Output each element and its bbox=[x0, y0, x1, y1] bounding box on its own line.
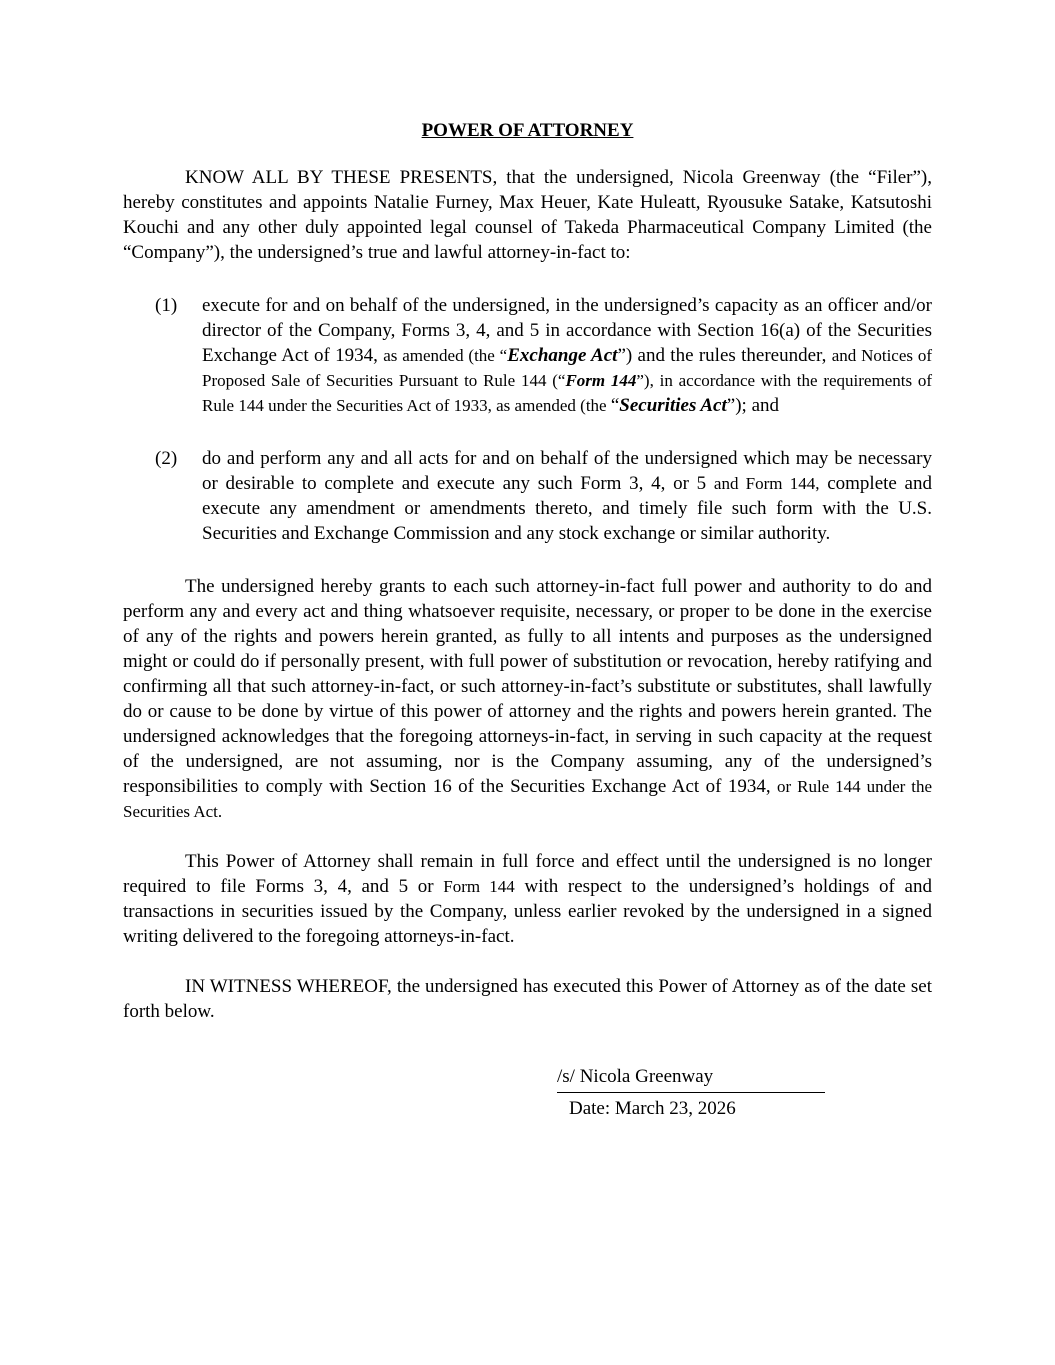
witness-paragraph: IN WITNESS WHEREOF, the undersigned has executed this Power of Attorney as of the date set forth below. bbox=[123, 976, 932, 1022]
list-item-2-body: do and perform any and all acts for and on behalf of the undersigned which may be necessary or desirable to complete and execute any such Form 3, 4, or 5 and Form 144, complete and execute any amendment or amendments thereto, and timely file such form with the U.S. Securities and Exchange Commission and any stock exchange or similar authority. bbox=[202, 448, 932, 544]
grant-paragraph: The undersigned hereby grants to each such attorney-in-fact full power and authority to do and perform any and every act and thing whatsoever requisite, necessary, or proper to be done in the exercise of any of the rights and powers herein granted, as fully to all intents and purposes as the undersigned might or could do if personally present, with full power of substitution or revocation, hereby ratifying and confirming all that such attorney-in-fact, or such attorney-in-fact’s substitute or substitutes, shall lawfully do or cause to be done by virtue of this power of attorney and the rights and powers herein granted. The undersigned acknowledges that the foregoing attorneys-in-fact, in serving in such capacity at the request of the undersigned, are not assuming, nor is the Company assuming, any of the undersigned’s responsibilities to comply with Section 16 of the Securities Exchange Act of 1934, or Rule 144 under the Securities Act. bbox=[123, 576, 932, 821]
list-item-1 bbox=[123, 293, 932, 418]
signature-name: /s/ Nicola Greenway bbox=[557, 1064, 825, 1093]
signature-block bbox=[557, 1064, 932, 1122]
signature-line bbox=[557, 1064, 932, 1093]
list-item-1-number: (1) bbox=[155, 295, 178, 316]
list-item-2-number: (2) bbox=[155, 448, 178, 469]
list-item-2 bbox=[123, 446, 932, 546]
document-title-text: POWER OF ATTORNEY bbox=[421, 120, 634, 141]
poa-list bbox=[123, 293, 932, 546]
intro-paragraph: KNOW ALL BY THESE PRESENTS, that the undersigned, Nicola Greenway (the “Filer”), hereby constitutes and appoints Natalie Furney, Max Heuer, Kate Huleatt, Ryousuke Satake, Katsutoshi Kouchi and any other duly appointed legal counsel of Takeda Pharmaceutical Company Limited (the “Company”), the undersigned’s true and lawful attorney-in-fact to: bbox=[123, 167, 932, 263]
list-item-1-body: execute for and on behalf of the undersigned, in the undersigned’s capacity as an officer and/or director of the Company, Forms 3, 4, and 5 in accordance with Section 16(a) of the Securities Exchange Act of 1934, as amended (the “Exchange Act”) and the rules thereunder, and Notices of Proposed Sale of Securities Pursuant to Rule 144 (“Form 144”), in accordance with the requirements of Rule 144 under the Securities Act of 1933, as amended (the “Securities Act”); and bbox=[202, 295, 933, 416]
duration-paragraph: This Power of Attorney shall remain in full force and effect until the undersigned is no longer required to file Forms 3, 4, and 5 or Form 144 with respect to the undersigned’s holdings of and transactions in securities issued by the Company, unless earlier revoked by the undersigned in a signed writing delivered to the foregoing attorneys-in-fact. bbox=[123, 851, 932, 947]
document-title bbox=[123, 118, 932, 143]
signature-date: Date: March 23, 2026 bbox=[569, 1098, 736, 1119]
